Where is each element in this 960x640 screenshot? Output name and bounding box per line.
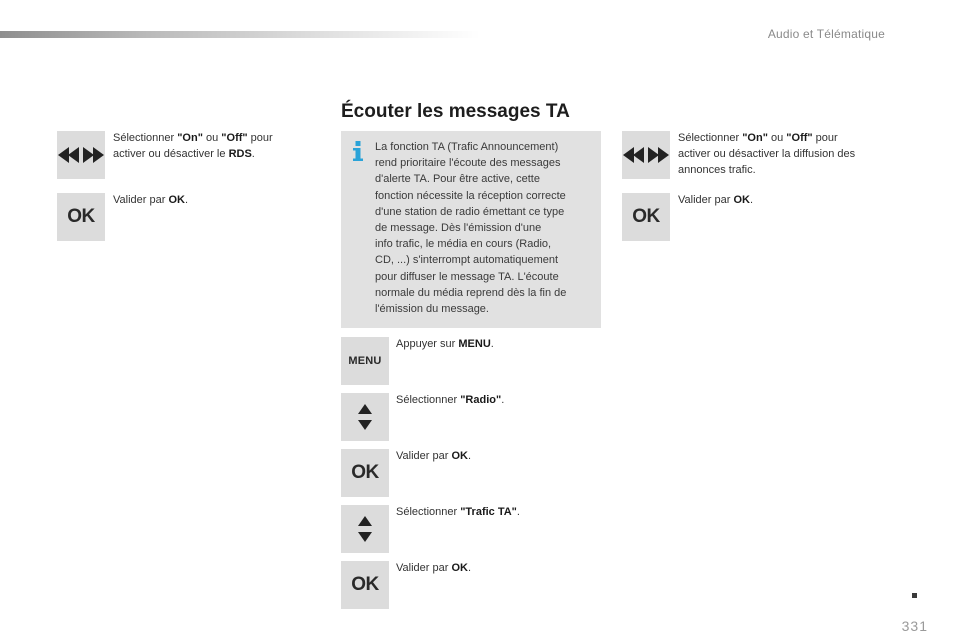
menu-key-icon: MENU	[341, 337, 389, 385]
page-marker	[912, 593, 917, 598]
seek-back-forward-icon	[623, 147, 669, 163]
up-down-key-icon	[341, 393, 389, 441]
header-gradient-bar	[0, 31, 480, 38]
seek-key-icon	[57, 131, 105, 179]
center-step-4: Sélectionner "Trafic TA".	[396, 506, 520, 518]
center-step-1: Appuyer sur MENU.	[396, 338, 494, 350]
left-step-1: Sélectionner "On" ou "Off" pour activer ou désactiver le RDS.	[113, 132, 273, 160]
center-step-2: Sélectionner "Radio".	[396, 394, 505, 406]
page-title: Écouter les messages TA	[341, 101, 570, 122]
down-arrow-icon	[358, 532, 372, 542]
up-arrow-icon	[358, 516, 372, 526]
up-down-key-icon	[341, 505, 389, 553]
info-box	[341, 131, 601, 328]
seek-back-forward-icon	[58, 147, 104, 163]
info-icon	[352, 141, 364, 161]
down-arrow-icon	[358, 420, 372, 430]
ok-key-icon: OK	[341, 561, 389, 609]
ok-key-icon: OK	[341, 449, 389, 497]
seek-key-icon	[622, 131, 670, 179]
up-arrow-icon	[358, 404, 372, 414]
right-step-2: Valider par OK.	[678, 194, 753, 206]
section-header-title: Audio et Télématique	[767, 27, 885, 41]
page-number: 331	[901, 618, 928, 634]
center-step-3: Valider par OK.	[396, 450, 471, 462]
info-text: La fonction TA (Trafic Announcement) rend prioritaire l'écoute des messages d'alerte TA. Pour être active, cette fonction nécessite la réception correcte d'une station de radio émettant ce type de message. Dès l'émission d'une info trafic, le média en cours (Radio, CD, ...) s'interrompt automatiquement pour diffuser le message TA. L'écoute normale du média reprend dès la fin de l'émission du message.	[375, 141, 567, 316]
ok-key-icon: OK	[57, 193, 105, 241]
center-step-5: Valider par OK.	[396, 562, 471, 574]
left-step-2: Valider par OK.	[113, 194, 188, 206]
right-step-1: Sélectionner "On" ou "Off" pour activer ou désactiver la diffusion des annonces trafic.	[678, 132, 856, 176]
ok-key-icon: OK	[622, 193, 670, 241]
